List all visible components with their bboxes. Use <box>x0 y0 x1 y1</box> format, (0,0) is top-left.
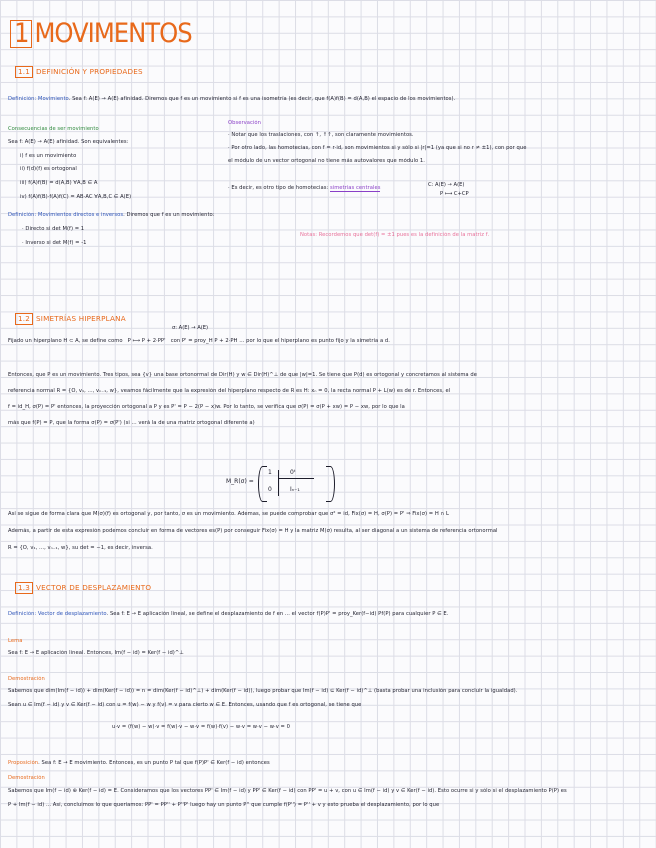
definition-movimiento <box>8 96 648 103</box>
proposition-label: Proposición <box>8 760 39 766</box>
matrix-divider-horizontal <box>278 478 314 479</box>
section-number: 1.1 <box>15 66 33 78</box>
hyperplane-symmetry-map-bottom: P ⟼ P + 2·PP' <box>127 338 166 344</box>
matrix-entry: Iₙ₋₁ <box>290 486 300 493</box>
lemma-text: Sea f: E → E aplicación lineal. Entonces, Im(f − id) = Ker(f − id)^⊥ <box>8 650 184 656</box>
definition-label: Definición: Movimientos directos e inversos <box>8 212 124 218</box>
proof-label: Demostración <box>8 775 45 781</box>
page-title <box>10 18 192 50</box>
observation-text: · Es decir, es otro tipo de homotecias: <box>228 185 329 191</box>
consequence-item: ii) f(d)(f) es ortogonal <box>20 166 77 172</box>
highlight-simetrias-centrales: simetrías centrales <box>329 185 381 191</box>
matrix-entry: 0 <box>268 486 272 493</box>
symmetry-paragraph-line: más que f(P) = P, que la forma σ(P) = σ(P') (si ... verá la de una matriz ortogonal diferente a) <box>8 420 255 426</box>
lemma-label: Lema <box>8 638 23 644</box>
proof-label: Demostración <box>8 676 45 682</box>
definition-text: . Sea f: E → E aplicación lineal, se define el desplazamiento de f en ... el vector f(P)P' = proy_Ker(f−id) Pf(P) para cualquier P ∈ E. <box>106 611 449 617</box>
proof-line: Sabemos que dim(Im(f − id)) + dim(Ker(f − id)) = n = dim(Ker(f − id)^⊥) + dim(Ker(f − id)), luego probar que Im(f − id) ⊆ Ker(f − id)^⊥ (basta probar una inclusión para concluir la igualdad). <box>8 688 518 694</box>
matrix-left-paren <box>258 466 267 502</box>
consequence-item: i) f es un movimiento <box>20 153 77 159</box>
observation-line: · Por otro lado, las homotecias, con f = r·id, son movimientos si y sólo si |r|=1 (ya que si no r ≠ ±1), con por que <box>228 145 527 151</box>
symmetry-lead: Fijado un hiperplano H ⊂ A, se define como <box>8 338 123 344</box>
proposition <box>8 760 648 767</box>
symmetry-paragraph-line: Así se sigue de forma clara que M(σ)(f) es ortogonal y, por tanto, σ es un movimiento. Ademas, se puede comprobar que σ² = id, Fix(σ) = H, σ(P) = P' ⇒ Fix(σ) = H ∩ L <box>8 511 449 517</box>
consequences-label: Consecuencias de ser movimiento <box>8 126 99 132</box>
definition-label: Definición: Movimiento <box>8 96 69 102</box>
symmetry-paragraph-line: f = id_H, σ(P) = P' entonces, la proyección ortogonal a P y es P' = P − 2(P − x)w. Por lo tanto, se verifica que σ(P) = σ(P + xw) = P − xw, por lo que la <box>8 404 405 410</box>
definition-text: . Sea f: A(E) → A(E) afinidad. Diremos que f es un movimiento si f es una isometría (es decir, que f(A)f(B) = d(A,B) el espacio de los movimientos). <box>68 96 456 102</box>
matrix-right-paren <box>326 466 335 502</box>
consequences-intro: Sea f: A(E) → A(E) afinidad. Son equivalentes: <box>8 139 129 145</box>
chapter-title: MOVIMENTOS <box>34 18 192 49</box>
symmetry-paragraph-line: Además, a partir de esta expresión podemos concluir en forma de vectores es(P) por conseguir Fix(σ) = H y la matriz M(σ) resulta, al ser diagonal a un sistema de referencia ortonormal <box>8 528 498 534</box>
proposition-text: . Sea f: E → E movimiento. Entonces, es un punto P tal que f(P)P' ∈ Ker(f − id) entonces <box>38 760 270 766</box>
proof-line: u·v = (f(w) − w)·v = f(w)·v − w·v = f(w)·f(v) − w·v = w·v − w·v = 0 <box>112 724 290 730</box>
section-label: VECTOR DE DESPLAZAMIENTO <box>36 583 152 592</box>
symmetry-matrix <box>226 466 342 502</box>
section-number: 1.2 <box>15 313 33 325</box>
section-label: SIMETRÍAS HIPERPLANA <box>36 314 126 323</box>
direct-item: · Directo si det M(f̄) = 1 <box>22 226 85 232</box>
section-heading-1-2 <box>15 313 126 325</box>
proof-line: P + Im(f − id) ... Así, concluimos lo que queríamos: PP' = PP'' + P''P' luego hay un punto P'' que cumple f(P'') = P'' + v y esto prueba el desplazamiento, por lo que <box>8 802 440 808</box>
matrix-entry: 1 <box>268 469 272 476</box>
determinant-note: Notas: Recordemos que det(f̄) = ±1 pues es la definición de la matriz f̄. <box>300 232 490 238</box>
matrix-entry: 0ᵗ <box>290 469 296 476</box>
definition-label: Definición: Vector de desplazamiento <box>8 611 107 617</box>
symmetry-paragraph-line: referencia normal R = {O, v₁, ..., vₙ₋₁, w}, veamos fácilmente que la expresión del hiperplano respecto de R es H: xₙ = 0, la recta normal P + L(w) es de r. Entonces, el <box>8 388 451 394</box>
section-heading-1-1 <box>15 66 143 78</box>
proof-line: Sean u ∈ Im(f − id) y v ∈ Ker(f − id) con u = f(w) − w y f(v) = v para cierto w ∈ E. Entonces, usando que f es ortogonal, se tiene que <box>8 702 362 708</box>
inverse-item: · Inverso si det M(f̄) = -1 <box>22 240 87 246</box>
symmetry-paragraph-line: Entonces, que P es un movimiento. Tres tipos, sea {v} una base ortonormal de Dir(H) y w ∈ Dir(H)^⊥ de que |w|=1. Se tiene que P(d) es ortogonal y concretamos al sistema de <box>8 372 477 378</box>
central-symmetry-map-top: C: A(E) → A(E) <box>428 182 465 188</box>
observation-line: · Notar que los traslaciones, con ↑, ↑↑, son claramente movimientos. <box>228 132 414 138</box>
consequence-item: iii) f(A)f(B) = d(A,B) ∀A,B ∈ A <box>20 180 98 186</box>
consequence-item: iv) f(A)f(B)·f(A)f(C) = AB·AC ∀A,B,C ∈ A(E) <box>20 194 132 200</box>
definition-text: . Diremos que f es un movimiento: <box>123 212 215 218</box>
symmetry-tail: con P' = proy_H P + 2·PH … por lo que el hiperplano es punto fijo y la simetría a d. <box>170 338 390 344</box>
observation-line <box>228 185 398 192</box>
chapter-number: 1 <box>10 20 32 48</box>
central-symmetry-map-bottom: P ⟼ C+CP <box>440 191 469 197</box>
matrix-divider-vertical <box>278 470 279 496</box>
section-label: DEFINICIÓN Y PROPIEDADES <box>36 67 143 76</box>
matrix-label: M_R(σ) = <box>226 478 254 485</box>
definition-displacement-vector <box>8 611 648 618</box>
hyperplane-symmetry-map-top: σ: A(E) → A(E) <box>172 325 209 331</box>
section-heading-1-3 <box>15 582 151 594</box>
observation-line: el módulo de un vector ortogonal no tiene más autovalores que módulo 1. <box>228 158 425 164</box>
definition-direct-inverse <box>8 212 648 219</box>
proof-line: Sabemos que Im(f − id) ⊕ Ker(f − id) = E. Consideramos que los vectores PP' ∈ Im(f − id) y PP' ∈ Ker(f − id) con PP' = u + v, con u ∈ Im(f − id) y v ∈ Ker(f − id). Esto ocurre si y sólo si el desplazamiento P(P) es <box>8 788 567 794</box>
hyperplane-symmetry-definition <box>8 338 648 345</box>
section-number: 1.3 <box>15 582 33 594</box>
symmetry-paragraph-line: R = {O, v₁, ..., vₙ₋₁, w}, su det = −1, es decir, inversa. <box>8 545 153 551</box>
observation-label: Observación <box>228 120 261 126</box>
